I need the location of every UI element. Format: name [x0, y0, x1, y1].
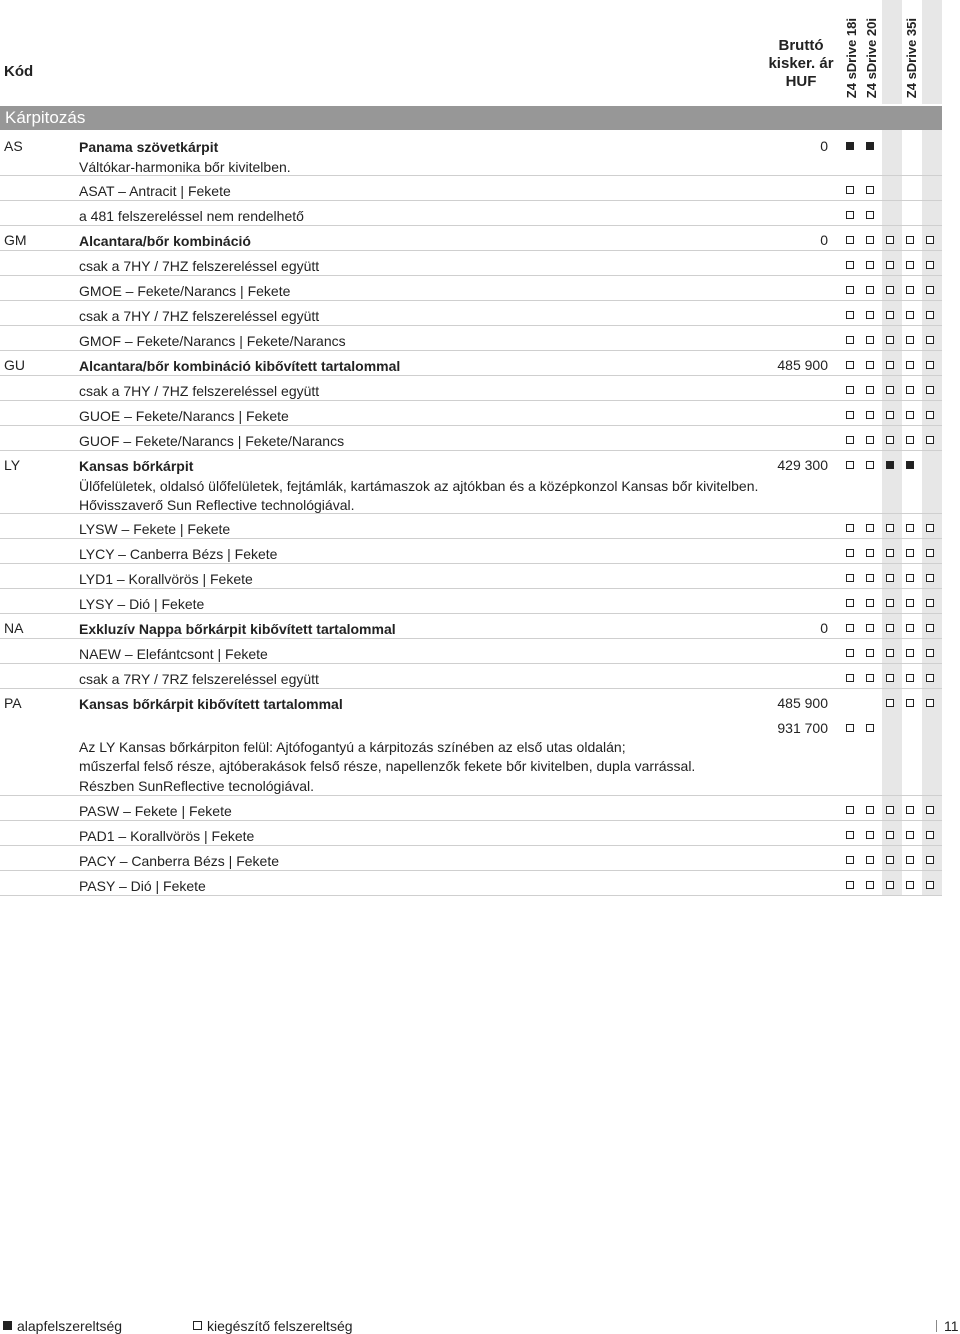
optional-equipment-icon — [866, 856, 874, 864]
model-label: Z4 sDrive 35i — [904, 17, 919, 98]
table-row — [0, 821, 942, 846]
option-detail-line: a 481 felszereléssel nem rendelhető — [79, 208, 304, 224]
optional-equipment-icon — [926, 524, 934, 532]
option-description — [79, 382, 769, 402]
table-row — [0, 639, 942, 664]
option-detail-line: GUOE – Fekete/Narancs | Fekete — [79, 408, 289, 424]
option-detail-line: PAD1 – Korallvörös | Fekete — [79, 828, 255, 844]
optional-equipment-icon — [886, 261, 894, 269]
optional-equipment-icon — [886, 386, 894, 394]
standard-equipment-icon — [866, 142, 874, 150]
option-code: NA — [4, 620, 24, 636]
table-row — [0, 276, 942, 301]
option-detail-line: PASW – Fekete | Fekete — [79, 803, 232, 819]
option-detail-line: csak a 7HY / 7HZ felszereléssel együtt — [79, 308, 320, 324]
table-row — [0, 796, 942, 821]
optional-equipment-icon — [906, 599, 914, 607]
table-row — [0, 664, 942, 689]
optional-equipment-icon — [866, 361, 874, 369]
optional-equipment-icon — [866, 311, 874, 319]
option-description — [79, 595, 769, 615]
optional-equipment-icon — [886, 574, 894, 582]
optional-equipment-icon — [866, 674, 874, 682]
optional-equipment-icon — [846, 856, 854, 864]
optional-equipment-icon — [886, 311, 894, 319]
table-row — [0, 401, 942, 426]
optional-equipment-icon — [846, 211, 854, 219]
optional-equipment-icon — [886, 649, 894, 657]
table-row — [0, 871, 942, 896]
optional-equipment-icon — [846, 806, 854, 814]
option-price: 485 900 — [777, 695, 828, 711]
optional-equipment-icon — [846, 549, 854, 557]
optional-equipment-icon — [926, 806, 934, 814]
option-detail-line: GMOE – Fekete/Narancs | Fekete — [79, 283, 291, 299]
table-row — [0, 514, 942, 539]
optional-equipment-icon — [886, 336, 894, 344]
optional-equipment-icon — [926, 549, 934, 557]
option-detail-line: csak a 7RY / 7RZ felszereléssel együtt — [79, 671, 319, 687]
option-description — [79, 232, 769, 252]
option-description — [79, 282, 769, 302]
option-detail-line: LYCY – Canberra Bézs | Fekete — [79, 546, 278, 562]
option-description — [79, 877, 769, 897]
optional-equipment-icon — [886, 856, 894, 864]
option-price: 0 — [820, 232, 828, 248]
optional-equipment-icon — [906, 674, 914, 682]
optional-equipment-icon — [866, 724, 874, 732]
optional-equipment-icon — [886, 236, 894, 244]
option-detail-line: NAEW – Elefántcsont | Fekete — [79, 646, 268, 662]
option-code: GU — [4, 357, 25, 373]
option-title: Alcantara/bőr kombináció kibővített tartalommal — [79, 358, 401, 374]
option-description — [79, 332, 769, 352]
optional-equipment-icon — [846, 261, 854, 269]
section-header — [0, 106, 942, 130]
option-description — [79, 138, 769, 177]
optional-equipment-icon — [846, 361, 854, 369]
optional-equipment-icon — [846, 286, 854, 294]
optional-equipment-icon — [926, 881, 934, 889]
standard-equipment-icon — [846, 142, 854, 150]
optional-equipment-icon — [846, 649, 854, 657]
optional-equipment-icon — [926, 411, 934, 419]
option-description — [79, 802, 769, 822]
option-code: GM — [4, 232, 27, 248]
table-row — [0, 176, 942, 201]
shaded-column-header — [922, 0, 942, 104]
optional-equipment-icon — [846, 524, 854, 532]
optional-equipment-icon — [906, 649, 914, 657]
optional-equipment-icon — [866, 211, 874, 219]
optional-equipment-icon — [926, 831, 934, 839]
optional-equipment-icon — [866, 286, 874, 294]
option-description — [79, 457, 769, 516]
optional-equipment-icon — [926, 856, 934, 864]
optional-equipment-icon — [866, 236, 874, 244]
model-header-35i — [902, 0, 922, 104]
optional-equipment-icon — [846, 624, 854, 632]
table-row — [0, 301, 942, 326]
option-title: Kansas bőrkárpit — [79, 458, 194, 474]
empty-square-icon — [193, 1321, 202, 1330]
option-description — [79, 407, 769, 427]
option-title: Exkluzív Nappa bőrkárpit kibővített tartalommal — [79, 621, 396, 637]
option-price-secondary: 931 700 — [777, 720, 828, 736]
optional-equipment-icon — [886, 411, 894, 419]
option-description — [79, 545, 769, 565]
optional-equipment-icon — [846, 724, 854, 732]
optional-equipment-icon — [886, 699, 894, 707]
optional-equipment-icon — [866, 649, 874, 657]
optional-equipment-icon — [886, 549, 894, 557]
option-code: PA — [4, 695, 22, 711]
optional-equipment-icon — [886, 599, 894, 607]
option-detail-line: Hővisszaverő Sun Reflective technológiával. — [79, 497, 355, 513]
optional-equipment-icon — [906, 524, 914, 532]
optional-equipment-icon — [906, 361, 914, 369]
table-header — [0, 0, 942, 104]
optional-equipment-icon — [926, 336, 934, 344]
optional-equipment-icon — [866, 386, 874, 394]
option-code: LY — [4, 457, 21, 473]
option-detail-line: Váltókar-harmonika bőr kivitelben. — [79, 158, 291, 175]
option-detail-line: Részben SunReflective tecnológiával. — [79, 777, 315, 794]
optional-equipment-icon — [886, 624, 894, 632]
optional-equipment-icon — [886, 806, 894, 814]
option-description — [79, 182, 769, 202]
option-description — [79, 207, 769, 227]
filled-square-icon — [3, 1321, 12, 1330]
optional-equipment-icon — [846, 386, 854, 394]
model-header-18i — [842, 0, 862, 104]
optional-equipment-icon — [846, 236, 854, 244]
option-description — [79, 432, 769, 452]
option-description — [79, 645, 769, 665]
optional-equipment-icon — [886, 524, 894, 532]
table-row — [0, 226, 942, 251]
price-header-line: kisker. ár — [768, 55, 834, 72]
option-description — [79, 852, 769, 872]
optional-equipment-icon — [906, 624, 914, 632]
table-row — [0, 201, 942, 226]
option-detail-line — [79, 715, 769, 738]
optional-equipment-icon — [866, 461, 874, 469]
legend-standard: alapfelszereltség — [17, 1318, 123, 1334]
optional-equipment-icon — [846, 674, 854, 682]
option-detail-line: LYSW – Fekete | Fekete — [79, 521, 231, 537]
optional-equipment-icon — [926, 261, 934, 269]
optional-equipment-icon — [866, 336, 874, 344]
option-description — [79, 695, 769, 796]
option-detail-line: műszerfal felső része, ajtóberakások felső része, napellenzők fekete bőr kivitelben, dupla varrással. — [79, 758, 696, 774]
optional-equipment-icon — [846, 336, 854, 344]
optional-equipment-icon — [906, 549, 914, 557]
option-price: 0 — [820, 138, 828, 154]
option-detail-line: csak a 7HY / 7HZ felszereléssel együtt — [79, 258, 320, 274]
divider — [936, 1320, 937, 1332]
page-number: 11 — [944, 1318, 959, 1334]
optional-equipment-icon — [906, 881, 914, 889]
optional-equipment-icon — [886, 436, 894, 444]
option-title: Kansas bőrkárpit kibővített tartalommal — [79, 696, 343, 712]
legend — [0, 1316, 960, 1334]
option-description — [79, 670, 769, 690]
optional-equipment-icon — [846, 311, 854, 319]
table-row — [0, 846, 942, 871]
optional-equipment-icon — [906, 831, 914, 839]
optional-equipment-icon — [926, 649, 934, 657]
optional-equipment-icon — [906, 856, 914, 864]
option-title: Alcantara/bőr kombináció — [79, 233, 251, 249]
optional-equipment-icon — [866, 261, 874, 269]
model-label: Z4 sDrive 18i — [844, 17, 859, 98]
option-code: AS — [4, 138, 23, 154]
option-detail-line: LYSY – Dió | Fekete — [79, 596, 205, 612]
optional-equipment-icon — [846, 881, 854, 889]
option-description — [79, 827, 769, 847]
optional-equipment-icon — [846, 599, 854, 607]
table-row — [0, 689, 942, 796]
table-row — [0, 326, 942, 351]
optional-equipment-icon — [846, 186, 854, 194]
shaded-column-header — [882, 0, 902, 104]
option-detail-line: PACY – Canberra Bézs | Fekete — [79, 853, 279, 869]
table-row — [0, 351, 942, 376]
price-header-line: Bruttó — [778, 37, 824, 54]
option-detail-line: PASY – Dió | Fekete — [79, 878, 206, 894]
optional-equipment-icon — [926, 574, 934, 582]
optional-equipment-icon — [866, 806, 874, 814]
optional-equipment-icon — [926, 286, 934, 294]
table-row — [0, 251, 942, 276]
optional-equipment-icon — [906, 386, 914, 394]
optional-equipment-icon — [866, 881, 874, 889]
optional-equipment-icon — [906, 806, 914, 814]
optional-equipment-icon — [886, 286, 894, 294]
optional-equipment-icon — [926, 386, 934, 394]
option-description — [79, 620, 769, 640]
option-title: Panama szövetkárpit — [79, 139, 219, 155]
optional-equipment-icon — [866, 524, 874, 532]
option-description — [79, 570, 769, 590]
legend-optional: kiegészítő felszereltség — [207, 1318, 353, 1334]
table-row — [0, 376, 942, 401]
option-detail-line: ASAT – Antracit | Fekete — [79, 183, 231, 199]
optional-equipment-icon — [846, 436, 854, 444]
option-detail-line: GMOF – Fekete/Narancs | Fekete/Narancs — [79, 333, 346, 349]
optional-equipment-icon — [846, 411, 854, 419]
section-title: Kárpitozás — [5, 108, 86, 127]
optional-equipment-icon — [906, 336, 914, 344]
optional-equipment-icon — [906, 436, 914, 444]
table-row — [0, 539, 942, 564]
option-detail-line: csak a 7HY / 7HZ felszereléssel együtt — [79, 383, 320, 399]
optional-equipment-icon — [866, 574, 874, 582]
table-row — [0, 132, 942, 176]
optional-equipment-icon — [926, 436, 934, 444]
price-header-line: HUF — [785, 73, 817, 90]
optional-equipment-icon — [866, 624, 874, 632]
table-row — [0, 426, 942, 451]
option-detail-line: GUOF – Fekete/Narancs | Fekete/Narancs — [79, 433, 345, 449]
option-description — [79, 257, 769, 277]
option-description — [79, 520, 769, 540]
optional-equipment-icon — [866, 411, 874, 419]
optional-equipment-icon — [866, 831, 874, 839]
optional-equipment-icon — [926, 311, 934, 319]
model-header-20i — [862, 0, 882, 104]
optional-equipment-icon — [906, 574, 914, 582]
optional-equipment-icon — [926, 236, 934, 244]
optional-equipment-icon — [906, 236, 914, 244]
code-column-header: Kód — [4, 63, 34, 80]
table-row — [0, 564, 942, 589]
optional-equipment-icon — [926, 361, 934, 369]
optional-equipment-icon — [886, 881, 894, 889]
optional-equipment-icon — [866, 436, 874, 444]
optional-equipment-icon — [866, 549, 874, 557]
optional-equipment-icon — [906, 286, 914, 294]
option-detail-line: Az LY Kansas bőrkárpiton felül: Ajtófogantyú a kárpitozás színében az első utas oldalán; — [79, 738, 626, 755]
price-column-header — [765, 37, 837, 91]
optional-equipment-icon — [906, 261, 914, 269]
table-row — [0, 451, 942, 514]
standard-equipment-icon — [886, 461, 894, 469]
optional-equipment-icon — [866, 599, 874, 607]
option-price: 0 — [820, 620, 828, 636]
optional-equipment-icon — [926, 674, 934, 682]
optional-equipment-icon — [846, 831, 854, 839]
option-price: 429 300 — [777, 457, 828, 473]
option-description — [79, 357, 769, 377]
option-detail-line: Ülőfelületek, oldalsó ülőfelületek, fejtámlák, kartámaszok az ajtókban és a középkonzol Kansas bőr kivitelben. — [79, 477, 759, 494]
optional-equipment-icon — [846, 461, 854, 469]
option-detail-line: LYD1 – Korallvörös | Fekete — [79, 571, 253, 587]
optional-equipment-icon — [846, 574, 854, 582]
optional-equipment-icon — [906, 411, 914, 419]
option-price: 485 900 — [777, 357, 828, 373]
model-label: Z4 sDrive 20i — [864, 17, 879, 98]
optional-equipment-icon — [906, 699, 914, 707]
optional-equipment-icon — [926, 699, 934, 707]
optional-equipment-icon — [886, 674, 894, 682]
optional-equipment-icon — [886, 361, 894, 369]
optional-equipment-icon — [906, 311, 914, 319]
optional-equipment-icon — [926, 599, 934, 607]
optional-equipment-icon — [866, 186, 874, 194]
optional-equipment-icon — [886, 831, 894, 839]
table-row — [0, 589, 942, 614]
standard-equipment-icon — [906, 461, 914, 469]
optional-equipment-icon — [926, 624, 934, 632]
option-description — [79, 307, 769, 327]
table-row — [0, 614, 942, 639]
